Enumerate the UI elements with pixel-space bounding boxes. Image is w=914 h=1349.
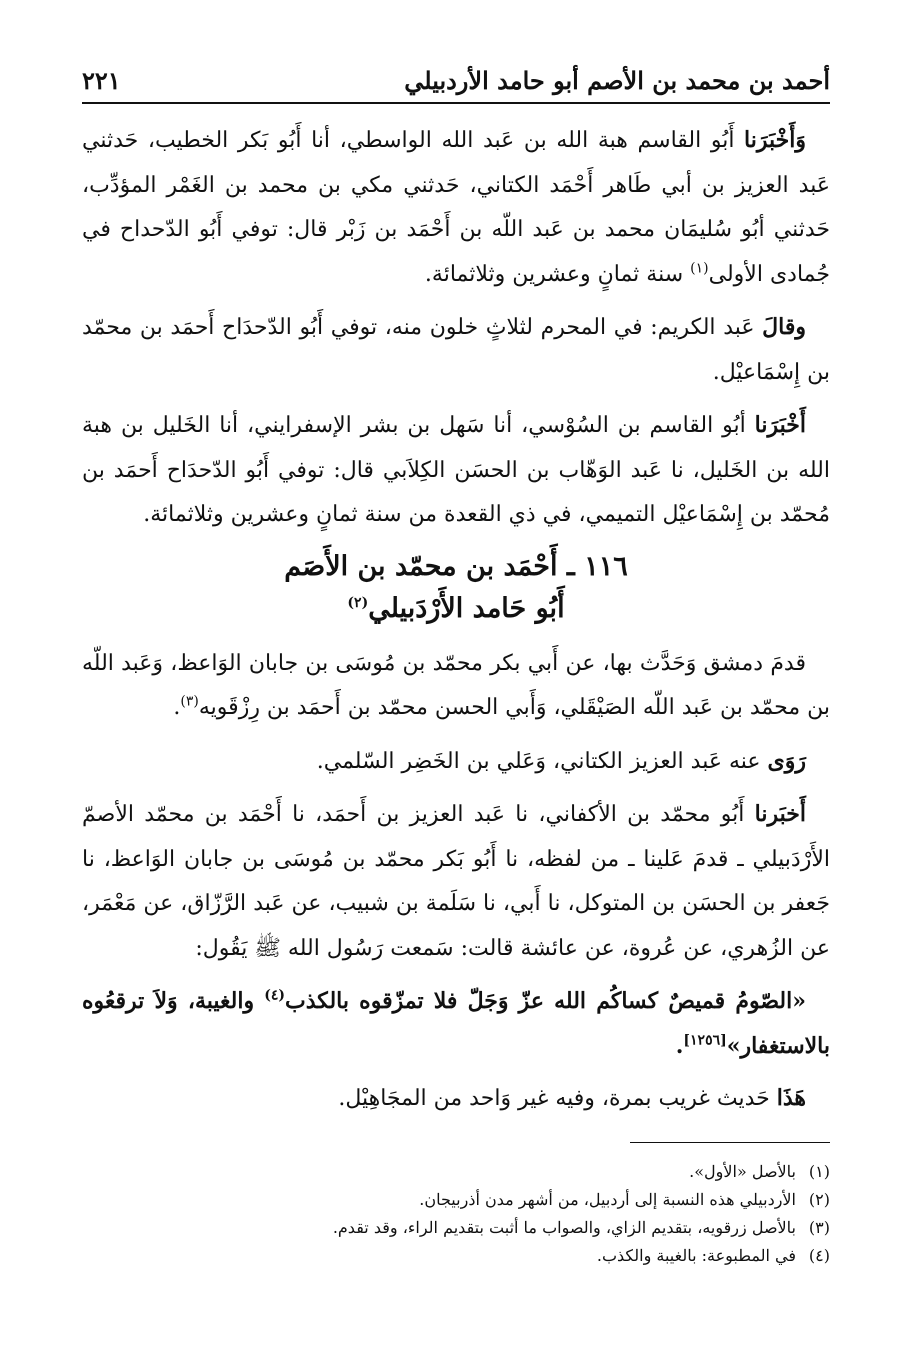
paragraph-text: أَبُو محمّد بن الأكفاني، نا عَبد العزيز بن أَحمَد، نا أَحْمَد بن محمّد الأصمّ الأَرْدَبيلي ـ قدمَ عَلينا ـ من لفظه، نا أَبُو بَكر محمّد بن مُوسَى بن جابان الوَاعظ، نا جَعفر بن الحسَن بن المتوكل، نا أَبي، نا سَلَمة بن شبيب، عن عَبد الرَّزّاق، عن مَعْمَر، عن الزُهري، عن عُروة، عن عائشة قالت: سَمعت رَسُول الله ﷺ يَقُول: xyxy=(82,802,830,961)
footnote xyxy=(82,1158,830,1186)
paragraph xyxy=(82,739,830,785)
paragraph xyxy=(82,642,830,731)
paragraph-lead: أَخْبَرَنا xyxy=(754,412,806,438)
page-number: ٢٢١ xyxy=(82,66,121,95)
footnote-ref: (٤) xyxy=(264,987,286,1004)
paragraph-lead: وقالَ xyxy=(762,314,806,340)
footnote xyxy=(82,1214,830,1242)
entry-heading-line1: ١١٦ ـ أَحْمَد بن محمّد بن الأَصَم xyxy=(284,550,628,582)
hadith-text: «الصّومُ قميصٌ كساكُم الله عزّ وَجَلّ فلا تمزّقوه بالكذب xyxy=(285,988,806,1014)
footnote-number: (٣) xyxy=(808,1218,830,1237)
footnote-separator xyxy=(630,1142,830,1143)
paragraph-lead: رَوَى xyxy=(767,747,806,774)
running-head-title: أحمد بن محمد بن الأصم أبو حامد الأردبيلي xyxy=(404,66,830,95)
paragraph-tail: . xyxy=(675,1032,684,1059)
paragraph-tail: سنة ثمانٍ وعشرين وثلاثمائة. xyxy=(424,261,691,287)
footnote-ref: (٢) xyxy=(347,594,369,611)
footnote-text: بالأصل زرقويه، بتقديم الزاي، والصواب ما أثبت بتقديم الراء، وقد تقدم. xyxy=(332,1218,796,1237)
hadith-quote xyxy=(82,979,830,1068)
footnote-text: الأردبيلي هذه النسبة إلى أردبيل، من أشهر مدن أذربيجان. xyxy=(419,1190,796,1209)
paragraph-lead: أَخبَرنا xyxy=(754,801,806,827)
running-head xyxy=(82,58,830,104)
paragraph-lead: هَذَا xyxy=(776,1085,806,1111)
paragraph xyxy=(82,305,830,395)
paragraph xyxy=(82,1076,830,1122)
footnote-number: (٢) xyxy=(808,1190,830,1209)
entry-heading xyxy=(82,546,830,630)
paragraph-text: حَديث غريب بمرة، وفيه غير وَاحد من المجَاهِيْل. xyxy=(338,1086,770,1111)
paragraph-text: عنه عَبد العزيز الكتاني، وَعَلي بن الخَضِر السّلمي. xyxy=(316,748,761,774)
paragraph-text: عَبد الكريم: في المحرم لثلاثٍ خلون منه، توفي أَبُو الدّحدَاح أَحمَد بن محمّد بن إِسْمَاعيْل. xyxy=(82,315,830,385)
footnote xyxy=(82,1186,830,1214)
hadith-text-continued: والغيبة، وَلاَ ترقعُوه بالاستغفار» xyxy=(82,988,830,1059)
paragraph xyxy=(82,118,830,297)
paragraph-text: أَبُو القاسم هبة الله بن عَبد الله الواسطي، أنا أَبُو بَكر الخطيب، حَدثني عَبد العزيز بن أبي طَاهر أَحْمَد الكتاني، حَدثني مكي بن محمد بن الغَمْر المؤدِّب، حَدثني أبُو سُليمَان محمد بن عَبد اللّه بن أَحْمَد بن زَبْر قال: توفي أَبُو الدّحداح في جُمادى الأولى xyxy=(82,128,830,287)
hadith-number: [١٢٥٦] xyxy=(683,1032,727,1049)
paragraph xyxy=(82,792,830,971)
footnote-ref: (١) xyxy=(690,260,709,277)
paragraph-tail: . xyxy=(173,695,181,720)
footnote-number: (١) xyxy=(808,1162,830,1181)
footnote xyxy=(82,1242,830,1270)
paragraph xyxy=(82,403,830,538)
entry-heading-line2: أَبُو حَامد الأَرْدَبيلي xyxy=(368,592,565,624)
main-text xyxy=(82,118,830,1130)
footnote-number: (٤) xyxy=(808,1246,830,1265)
footnote-text: في المطبوعة: بالغيبة والكذب. xyxy=(596,1246,796,1265)
footnote-ref: (٣) xyxy=(180,693,199,710)
paragraph-text: أبُو القاسم بن السُوْسي، أنا سَهل بن بشر الإسفرايني، أنا الخَليل بن هبة الله بن الخَليل، نا عَبد الوَهّاب بن الحسَن الكِلاَبي قال: توفي أَبُو الدّحدَاح أَحمَد بن مُحمّد بن إِسْمَاعيْل التميمي، في ذي القعدة من سنة ثمانٍ وعشرين وثلاثمائة. xyxy=(82,413,830,527)
footnotes xyxy=(82,1158,830,1270)
paragraph-text: قدمَ دمشق وَحَدَّث بها، عن أَبي بكر محمّد بن مُوسَى بن جابان الوَاعظ، وَعَبد اللّه بن محمّد بن عَبد اللّه الصَيْقَلي، وَأَبي الحسن محمّد بن أَحمَد بن رِزْقَويه xyxy=(82,650,830,720)
footnote-text: بالأصل «الأول». xyxy=(689,1162,796,1181)
paragraph-lead: وَأَخْبَرَنا xyxy=(744,127,806,153)
